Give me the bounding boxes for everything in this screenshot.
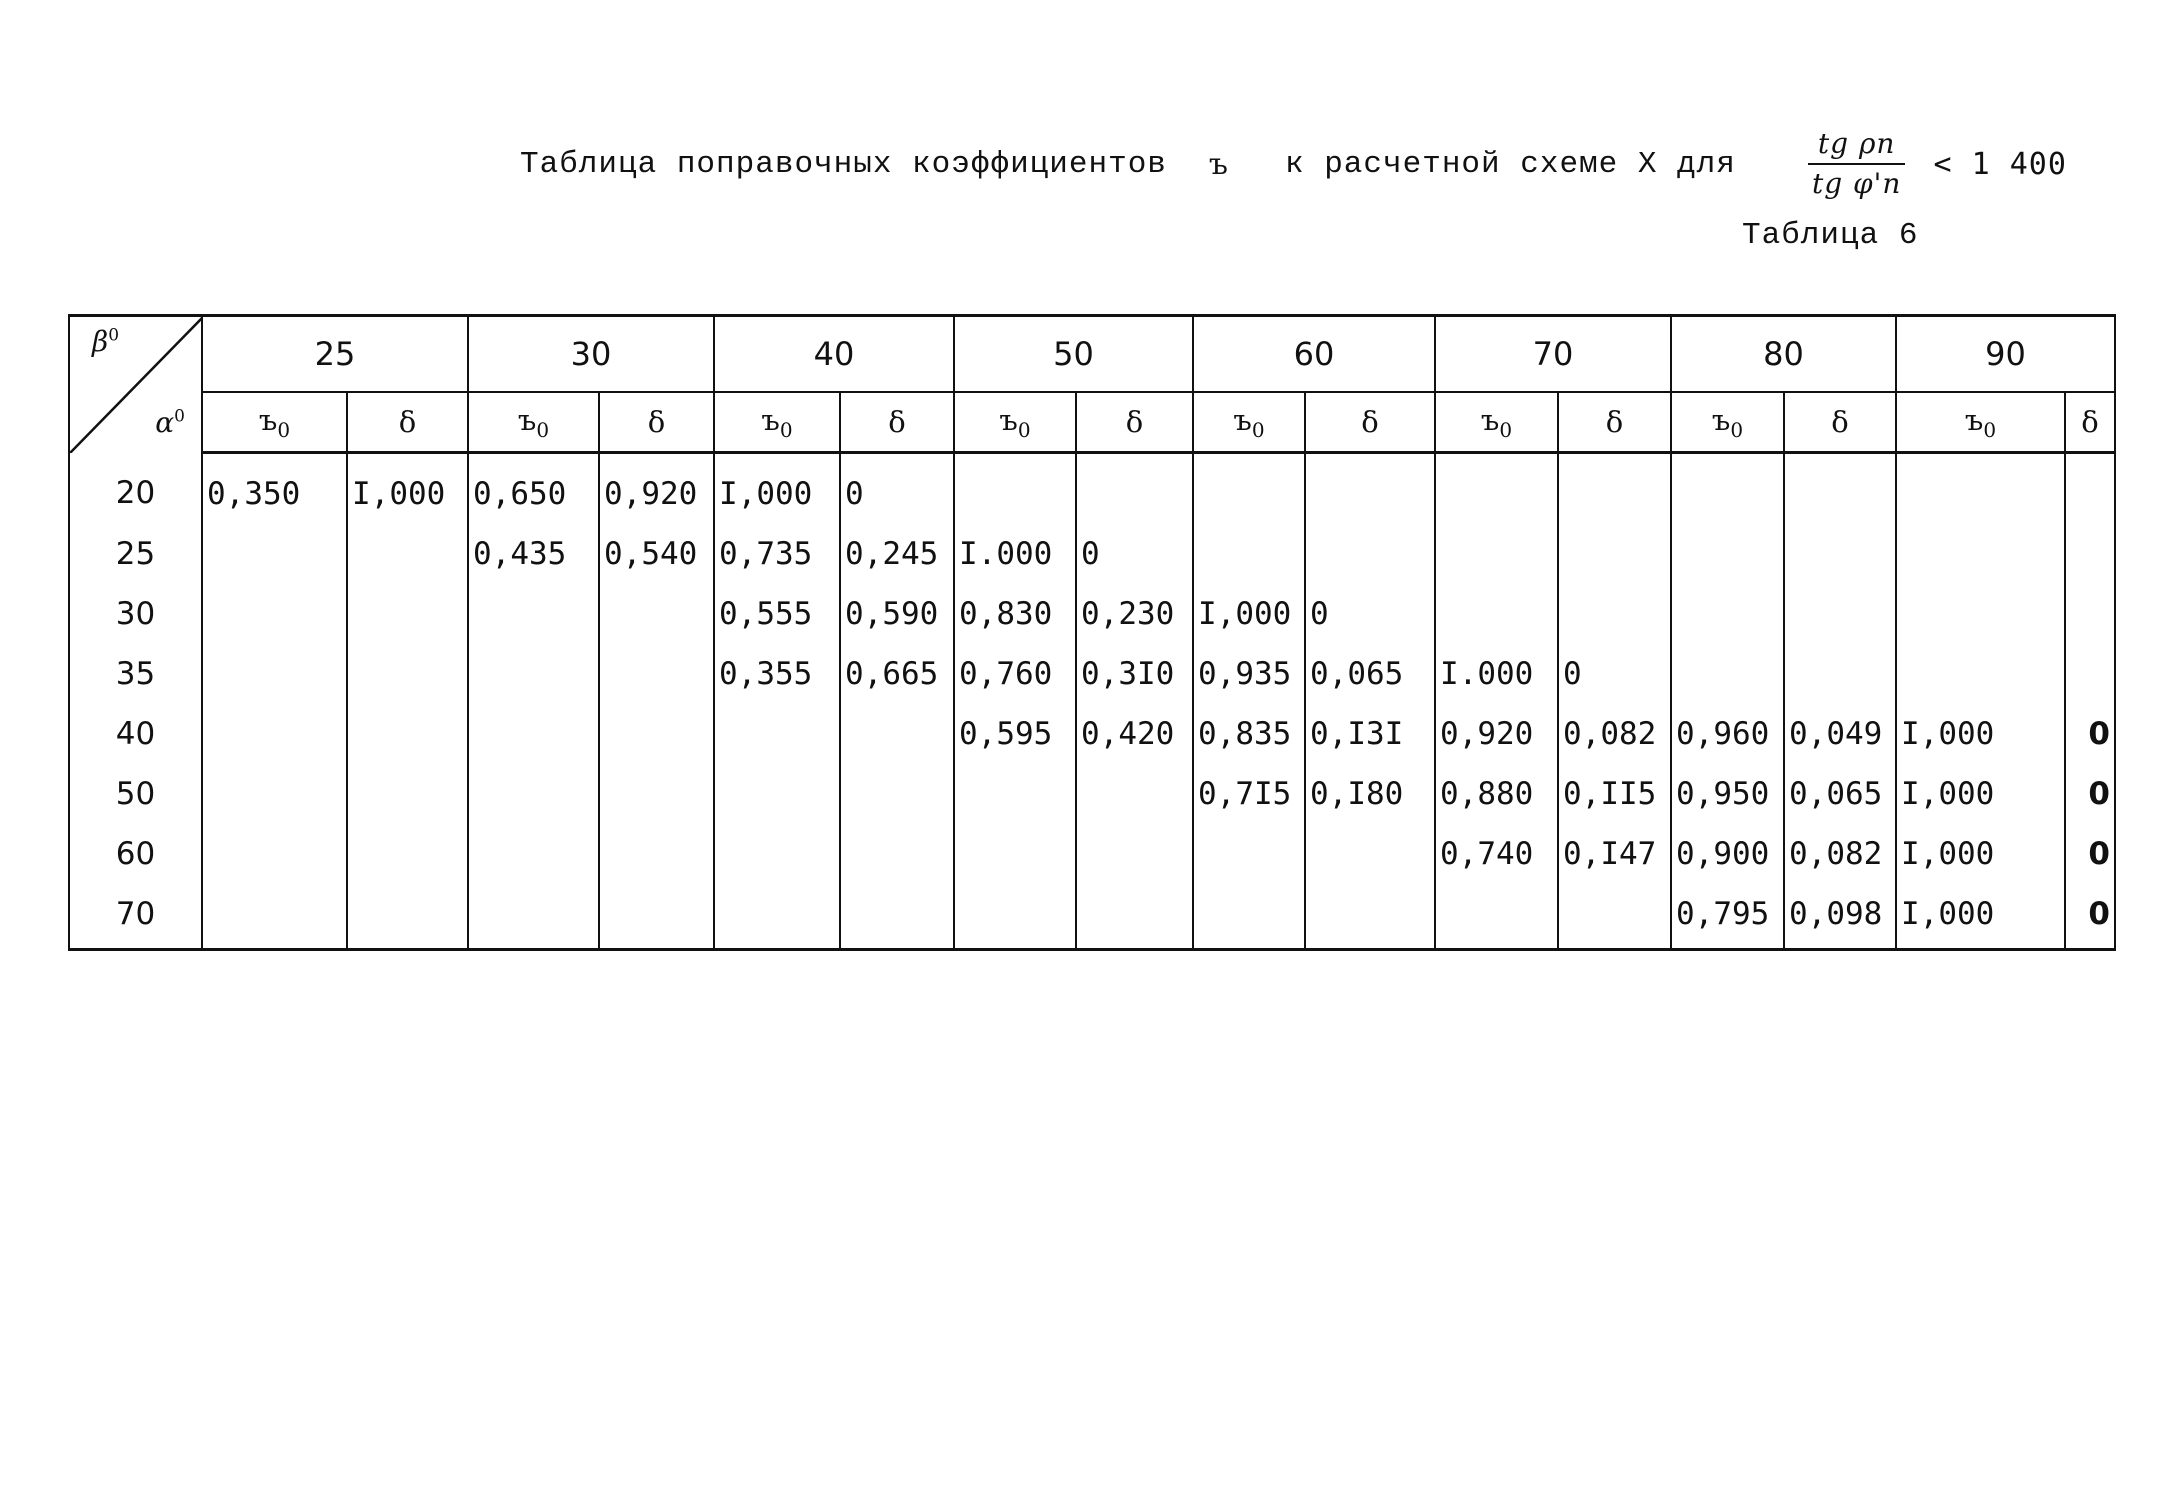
table-row: [69, 824, 2115, 884]
b0-cell: 0,835: [1193, 704, 1305, 764]
b0-cell: [714, 704, 840, 764]
delta-cell: 0,590: [840, 584, 954, 644]
delta-cell: [1784, 644, 1896, 704]
b0-cell: [468, 764, 599, 824]
b0-cell: [1896, 524, 2065, 584]
b0-cell: [1193, 884, 1305, 950]
delta-cell: [1305, 524, 1435, 584]
b0-cell: [202, 884, 347, 950]
delta-cell: 0,I3I: [1305, 704, 1435, 764]
b0-cell: I,000: [1193, 584, 1305, 644]
delta-cell: [1784, 453, 1896, 525]
delta-cell: [599, 584, 714, 644]
b0-cell: 0,760: [954, 644, 1076, 704]
delta-cell: [347, 644, 468, 704]
b0-cell: [468, 584, 599, 644]
b0-cell: I,000: [1896, 704, 2065, 764]
delta-cell: 0,049: [1784, 704, 1896, 764]
delta-cell: [1305, 453, 1435, 525]
beta-axis-label: $\beta^0$: [92, 325, 120, 358]
b0-cell: [468, 704, 599, 764]
delta-cell: [347, 884, 468, 950]
coefficients-table: [68, 314, 2116, 951]
table-row: [69, 584, 2115, 644]
b0-cell: I.000: [1435, 644, 1558, 704]
delta-cell: 0: [2065, 764, 2115, 824]
b0-header: $ъ_0$: [1896, 392, 2065, 453]
ratio-fraction: [1808, 128, 1906, 200]
delta-cell: 0: [2065, 824, 2115, 884]
delta-cell: [2065, 524, 2115, 584]
delta-cell: 0,065: [1305, 644, 1435, 704]
delta-cell: [2065, 584, 2115, 644]
b0-cell: [1671, 524, 1784, 584]
b0-cell: [954, 884, 1076, 950]
alpha-value: 70: [69, 884, 202, 950]
b0-cell: [1435, 884, 1558, 950]
alpha-value: 20: [69, 453, 202, 525]
b0-cell: [714, 764, 840, 824]
b0-cell: 0,950: [1671, 764, 1784, 824]
delta-cell: [1076, 764, 1193, 824]
delta-cell: [347, 584, 468, 644]
b0-cell: [202, 764, 347, 824]
delta-header: δ: [1076, 392, 1193, 453]
b0-cell: [1671, 453, 1784, 525]
b0-cell: [1896, 584, 2065, 644]
fraction-numerator: tg ρп: [1808, 128, 1906, 165]
b0-cell: [1896, 644, 2065, 704]
table-title: [520, 128, 2067, 200]
corner-cell: [69, 316, 202, 453]
delta-cell: [599, 764, 714, 824]
delta-cell: 0: [1305, 584, 1435, 644]
title-text-2: к расчетной схеме X для: [1285, 146, 1736, 182]
alpha-value: 35: [69, 644, 202, 704]
delta-cell: [347, 764, 468, 824]
beta-header: 25: [202, 316, 468, 393]
b0-cell: [714, 824, 840, 884]
b0-header: $ъ_0$: [1671, 392, 1784, 453]
beta-header: 40: [714, 316, 954, 393]
b0-header: $ъ_0$: [1435, 392, 1558, 453]
beta-header: 30: [468, 316, 714, 393]
delta-header: δ: [2065, 392, 2115, 453]
delta-cell: [599, 884, 714, 950]
b0-cell: [1896, 453, 2065, 525]
delta-cell: 0,082: [1784, 824, 1896, 884]
delta-cell: 0,540: [599, 524, 714, 584]
delta-cell: 0,I47: [1558, 824, 1671, 884]
delta-cell: 0: [1076, 524, 1193, 584]
b0-cell: [202, 524, 347, 584]
b0-cell: 0,960: [1671, 704, 1784, 764]
table-body: [69, 453, 2115, 950]
beta-header: 70: [1435, 316, 1671, 393]
delta-cell: 0,098: [1784, 884, 1896, 950]
delta-cell: 0,665: [840, 644, 954, 704]
b0-cell: 0,650: [468, 453, 599, 525]
delta-cell: [1305, 824, 1435, 884]
beta-header: 80: [1671, 316, 1896, 393]
table-row: [69, 704, 2115, 764]
delta-cell: [599, 704, 714, 764]
delta-cell: [347, 824, 468, 884]
b0-cell: [1193, 824, 1305, 884]
b0-cell: 0,920: [1435, 704, 1558, 764]
table-row: [69, 524, 2115, 584]
title-text: Таблица поправочных коэффициентов: [520, 146, 1167, 182]
b0-cell: I.000: [954, 524, 1076, 584]
b0-cell: I,000: [1896, 884, 2065, 950]
b0-cell: I,000: [1896, 824, 2065, 884]
b0-cell: [954, 824, 1076, 884]
ratio-condition: < 1 400: [1933, 146, 2067, 182]
b0-header: $ъ_0$: [468, 392, 599, 453]
delta-cell: 0,3I0: [1076, 644, 1193, 704]
delta-cell: 0,082: [1558, 704, 1671, 764]
b0-cell: [1671, 644, 1784, 704]
b0-cell: [202, 824, 347, 884]
delta-cell: 0,920: [599, 453, 714, 525]
delta-cell: [1076, 453, 1193, 525]
b0-cell: [1193, 453, 1305, 525]
delta-cell: [1558, 884, 1671, 950]
delta-cell: [1558, 453, 1671, 525]
alpha-value: 60: [69, 824, 202, 884]
delta-cell: 0,065: [1784, 764, 1896, 824]
b0-header: $ъ_0$: [202, 392, 347, 453]
b0-cell: 0,935: [1193, 644, 1305, 704]
table-row: [69, 644, 2115, 704]
delta-cell: 0: [840, 453, 954, 525]
delta-cell: [2065, 644, 2115, 704]
b0-cell: [714, 884, 840, 950]
b0-cell: [1435, 453, 1558, 525]
b0-cell: 0,830: [954, 584, 1076, 644]
b0-cell: [202, 584, 347, 644]
alpha-axis-label: $\alpha^0$: [155, 405, 185, 439]
b0-cell: [202, 704, 347, 764]
delta-cell: 0,245: [840, 524, 954, 584]
b0-cell: 0,435: [468, 524, 599, 584]
delta-header: δ: [599, 392, 714, 453]
delta-cell: I,000: [347, 453, 468, 525]
alpha-value: 25: [69, 524, 202, 584]
beta-header: 90: [1896, 316, 2115, 393]
delta-header: δ: [1558, 392, 1671, 453]
delta-cell: [840, 704, 954, 764]
b0-cell: I,000: [714, 453, 840, 525]
delta-cell: [840, 824, 954, 884]
delta-cell: [1076, 884, 1193, 950]
alpha-value: 30: [69, 584, 202, 644]
delta-cell: 0,420: [1076, 704, 1193, 764]
delta-header: δ: [1784, 392, 1896, 453]
b0-cell: 0,595: [954, 704, 1076, 764]
b0-header: $ъ_0$: [1193, 392, 1305, 453]
b0-cell: I,000: [1896, 764, 2065, 824]
b0-cell: 0,880: [1435, 764, 1558, 824]
b0-cell: 0,900: [1671, 824, 1784, 884]
b0-cell: [468, 884, 599, 950]
table-row: [69, 453, 2115, 525]
delta-cell: 0,II5: [1558, 764, 1671, 824]
delta-cell: [2065, 453, 2115, 525]
table-number: Таблица 6: [1742, 218, 1919, 253]
b0-cell: 0,7I5: [1193, 764, 1305, 824]
delta-header: δ: [1305, 392, 1435, 453]
b0-cell: [1435, 584, 1558, 644]
sub-header-row: [69, 392, 2115, 453]
b0-header: $ъ_0$: [954, 392, 1076, 453]
b0-cell: 0,740: [1435, 824, 1558, 884]
b0-cell: 0,735: [714, 524, 840, 584]
delta-cell: [599, 824, 714, 884]
b0-cell: [468, 824, 599, 884]
coefficient-symbol: ъ: [1208, 146, 1229, 182]
delta-cell: [840, 884, 954, 950]
delta-cell: 0: [2065, 704, 2115, 764]
b0-cell: [954, 453, 1076, 525]
delta-header: δ: [347, 392, 468, 453]
beta-header: 50: [954, 316, 1193, 393]
b0-cell: [468, 644, 599, 704]
delta-cell: 0: [1558, 644, 1671, 704]
b0-cell: [202, 644, 347, 704]
table-row: [69, 764, 2115, 824]
delta-cell: [599, 644, 714, 704]
delta-cell: [1558, 584, 1671, 644]
alpha-value: 50: [69, 764, 202, 824]
b0-cell: 0,355: [714, 644, 840, 704]
delta-cell: [1784, 584, 1896, 644]
beta-header-row: [69, 316, 2115, 393]
delta-cell: 0,I80: [1305, 764, 1435, 824]
delta-cell: 0: [2065, 884, 2115, 950]
delta-cell: [1558, 524, 1671, 584]
b0-cell: [954, 764, 1076, 824]
b0-cell: [1435, 524, 1558, 584]
delta-cell: [1305, 884, 1435, 950]
b0-cell: [1193, 524, 1305, 584]
alpha-value: 40: [69, 704, 202, 764]
delta-cell: [1076, 824, 1193, 884]
b0-cell: 0,795: [1671, 884, 1784, 950]
b0-cell: [1671, 584, 1784, 644]
delta-cell: [347, 704, 468, 764]
delta-header: δ: [840, 392, 954, 453]
b0-header: $ъ_0$: [714, 392, 840, 453]
fraction-denominator: tg φ'п: [1811, 167, 1902, 201]
table-row: [69, 884, 2115, 950]
beta-header: 60: [1193, 316, 1435, 393]
b0-cell: 0,350: [202, 453, 347, 525]
delta-cell: [1784, 524, 1896, 584]
delta-cell: [840, 764, 954, 824]
delta-cell: [347, 524, 468, 584]
delta-cell: 0,230: [1076, 584, 1193, 644]
b0-cell: 0,555: [714, 584, 840, 644]
